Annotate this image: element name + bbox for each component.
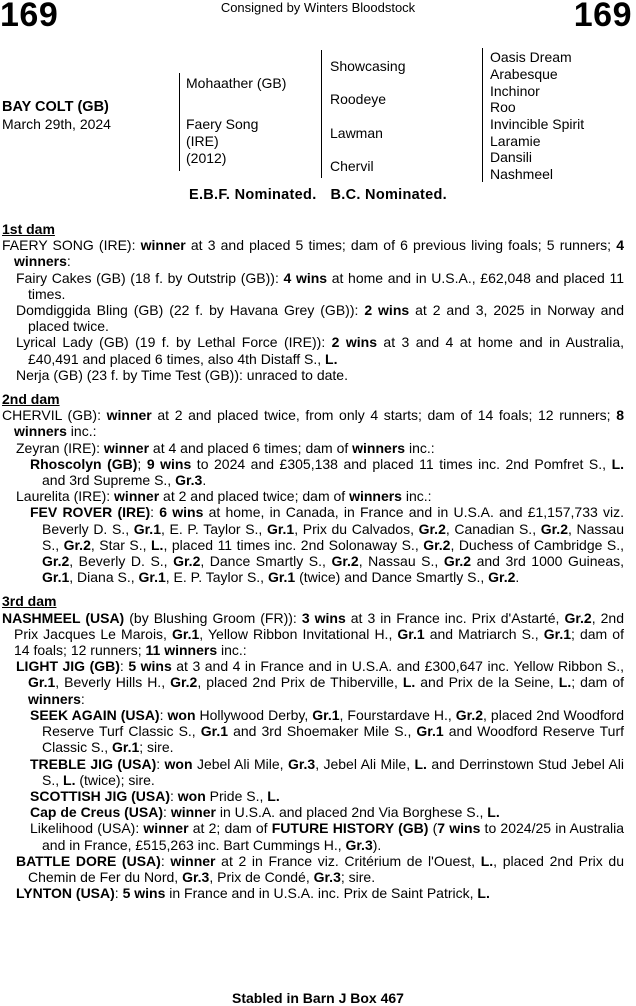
catalogue-page-body	[2, 221, 624, 901]
text-run: and 3rd Supreme S.,	[42, 472, 176, 489]
produce-entry	[30, 756, 624, 788]
text-run: Laurelita (IRE):	[16, 488, 115, 505]
text-run: :	[163, 804, 171, 821]
bold-run: L.	[487, 804, 500, 821]
bold-run: Gr.1	[266, 520, 295, 537]
bold-run: Gr.1	[133, 520, 161, 537]
text-run: :	[156, 755, 165, 772]
produce-entry	[30, 788, 624, 804]
text-run: and Woodford Reserve Turf Classic S.,	[42, 723, 625, 756]
dam-year: (2012)	[186, 150, 227, 166]
bc-nomination: B.C. Nominated.	[330, 187, 448, 203]
text-run: , Diana S.,	[69, 569, 139, 586]
ebf-nomination: E.B.F. Nominated.	[188, 187, 317, 203]
pedigree-bracket-2	[321, 50, 322, 178]
text-run: and Derrinstown Stud Jebel Ali S.,	[42, 755, 625, 788]
bold-run: FEV ROVER (IRE)	[30, 504, 151, 521]
pedigree-bracket-1	[179, 73, 180, 171]
text-run: Hollywood Derby,	[195, 706, 313, 723]
dam-entry	[2, 237, 624, 269]
bold-run: LYNTON (USA)	[16, 885, 115, 902]
text-run: (twice) and Dance Smartly S.,	[295, 569, 489, 586]
bold-run: winner	[106, 407, 152, 424]
bold-run: BATTLE DORE (USA)	[16, 852, 161, 869]
bold-run: SCOTTISH JIG (USA)	[30, 787, 171, 804]
bold-run: 4 winners	[14, 237, 624, 270]
text-run: Likelihood (USA):	[30, 820, 144, 837]
bold-run: L.	[558, 674, 572, 691]
bold-run: 11 winners	[145, 642, 218, 659]
bold-run: winner	[143, 820, 189, 837]
text-run: :	[66, 253, 71, 270]
grandparent-3: Lawman	[330, 125, 383, 141]
text-run: at 3 and placed 5 times; dam of 6 previous living foals; 5 runners;	[185, 237, 617, 254]
text-run: Pride S.,	[205, 787, 268, 804]
bold-run: 2 wins	[364, 302, 410, 319]
text-run: at 3 and 4 in France and in U.S.A. and £300,647 inc. Yellow Ribbon S.,	[171, 658, 624, 675]
text-run: at 2 in France viz. Critérium de l'Ouest,	[215, 852, 481, 869]
bold-run: Gr.3	[175, 472, 203, 489]
produce-entry	[16, 302, 624, 334]
text-run: , placed 2nd Prix de Thiberville,	[197, 674, 403, 691]
text-run: ; dam of 14 foals; 12 runners;	[14, 625, 624, 659]
bold-run: 8 winners	[14, 407, 624, 440]
bold-run: winner	[170, 804, 216, 821]
bold-run: L.	[477, 885, 490, 902]
consignor-line: Consigned by Winters Bloodstock	[220, 0, 416, 15]
text-run: , Yellow Ribbon Invitational H.,	[199, 625, 398, 642]
bold-run: Gr.2	[63, 536, 91, 553]
dam-entry	[2, 610, 624, 659]
bold-run: winner	[103, 439, 150, 456]
dam-name: Faery Song	[186, 116, 259, 132]
text-run: at home, in Canada, in France and in U.S.A. and £1,157,733 viz. Beverly D. S.,	[42, 504, 624, 537]
bold-run: Gr.2	[331, 553, 359, 570]
bold-run: 2 wins	[331, 334, 377, 351]
great-grandparent-8: Nashmeel	[490, 166, 554, 182]
bold-run: Cap de Creus (USA)	[30, 804, 164, 821]
great-grandparent-6: Laramie	[490, 133, 541, 149]
bold-run: winners	[28, 690, 81, 707]
text-run: , Nassau S.,	[42, 520, 624, 553]
text-run: Nerja (GB) (23 f. by Time Test (GB)): unraced to date.	[16, 366, 348, 383]
bold-run: Gr.1	[312, 706, 340, 723]
text-run: Jebel Ali Mile,	[192, 755, 288, 772]
great-grandparent-5: Invincible Spirit	[490, 116, 585, 132]
bold-run: Gr.1	[543, 625, 572, 642]
bold-run: Gr.1	[267, 569, 296, 586]
bold-run: NASHMEEL (USA)	[2, 609, 125, 626]
bold-run: 3 wins	[301, 609, 346, 626]
stabling-info: Stabled in Barn J Box 467	[232, 990, 404, 1006]
produce-entry	[16, 885, 624, 901]
text-run: :	[119, 658, 129, 675]
bold-run: L.	[151, 536, 164, 553]
text-run: , Duchess of Cambridge S.,	[450, 536, 625, 553]
grandparent-1: Showcasing	[330, 58, 406, 74]
bold-run: 4 wins	[283, 269, 328, 286]
text-run: , 2nd Prix Jacques Le Marois,	[14, 609, 624, 642]
text-run: .	[202, 472, 207, 489]
bold-run: Gr.2	[564, 609, 592, 626]
text-run: , Beverly D. S.,	[69, 553, 174, 570]
bold-run: FUTURE HISTORY (GB)	[271, 820, 429, 837]
text-run: :	[150, 504, 160, 521]
bold-run: 7 wins	[437, 820, 481, 837]
bold-run: Gr.3	[313, 868, 341, 885]
text-run: , Prix du Calvados,	[294, 520, 419, 537]
text-run: inc.:	[401, 488, 432, 505]
text-run: Zeyran (IRE):	[16, 439, 104, 456]
text-run: FAERY SONG (IRE):	[2, 237, 141, 254]
produce-entry	[16, 853, 624, 885]
bold-run: Gr.1	[112, 739, 140, 756]
bold-run: Gr.1	[42, 569, 70, 586]
produce-entry	[16, 270, 624, 302]
bold-run: winners	[352, 439, 406, 456]
dam-entry	[2, 407, 624, 439]
pedigree-bracket-3	[482, 48, 483, 182]
bold-run: Gr.1	[172, 625, 200, 642]
text-run: , Nassau S.,	[358, 553, 444, 570]
text-run: and 3rd 1000 Guineas,	[471, 553, 624, 570]
text-run: and Prix de la Seine,	[415, 674, 559, 691]
bold-run: L.	[414, 755, 427, 772]
grandparent-2: Roodeye	[330, 91, 387, 107]
bold-run: Gr.2	[418, 520, 446, 537]
bold-run: Gr.1	[138, 569, 166, 586]
bold-run: Gr.2	[42, 553, 70, 570]
bold-run: Gr.2	[173, 553, 201, 570]
great-grandparent-7: Dansili	[490, 149, 533, 165]
text-run: , Beverly Hills H.,	[55, 674, 171, 691]
produce-entry	[16, 658, 624, 707]
bold-run: Gr.2	[488, 569, 516, 586]
text-run: , E. P. Taylor S.,	[165, 569, 268, 586]
lot-number-left: 169	[0, 0, 59, 34]
section-heading: 3rd dam	[2, 593, 57, 610]
bold-run: winner	[170, 852, 216, 869]
bold-run: L.	[402, 674, 416, 691]
text-run: and Matriarch S.,	[424, 625, 544, 642]
bold-run: LIGHT JIG (GB)	[16, 658, 120, 675]
text-run: in France and in U.S.A. inc. Prix de Saint Patrick,	[165, 885, 478, 902]
bold-run: Gr.2	[443, 553, 472, 570]
bold-run: 5 wins	[122, 885, 166, 902]
lot-number-right: 169	[573, 0, 632, 34]
bold-run: Gr.2	[423, 536, 451, 553]
text-run: :	[114, 885, 123, 902]
bold-run: TREBLE JIG (USA)	[30, 755, 157, 772]
text-run: ; sire.	[139, 739, 174, 756]
text-run: Domdiggida Bling (GB) (22 f. by Havana Grey (GB)):	[16, 302, 365, 319]
produce-entry	[30, 804, 624, 820]
great-grandparent-4: Roo	[490, 99, 516, 115]
text-run: Fairy Cakes (GB) (18 f. by Outstrip (GB)):	[16, 269, 284, 286]
dam-country: (IRE)	[186, 133, 219, 149]
text-run: , Prix de Condé,	[209, 868, 314, 885]
bold-run: L.	[325, 350, 338, 367]
text-run: , E. P. Taylor S.,	[160, 520, 267, 537]
bold-run: 5 wins	[128, 658, 172, 675]
bold-run: Gr.3	[345, 836, 373, 853]
text-run: and 3rd Shoemaker Mile S.,	[228, 723, 417, 740]
produce-entry	[16, 334, 624, 366]
text-run: at 4 and placed 6 times; dam of	[149, 439, 353, 456]
text-run: , placed 11 times inc. 2nd Solonaway S.,	[163, 536, 424, 553]
text-run: :	[160, 852, 171, 869]
bold-run: Gr.2	[540, 520, 568, 537]
text-run: at 2 and 3, 2025 in Norway and placed twice.	[28, 302, 624, 335]
text-run: CHERVIL (GB):	[2, 407, 107, 424]
text-run: (	[428, 820, 438, 837]
produce-entry	[30, 456, 624, 488]
text-run: inc.:	[217, 642, 247, 659]
bold-run: L.	[63, 771, 76, 788]
bold-run: 9 wins	[146, 455, 192, 472]
section-heading: 2nd dam	[2, 391, 60, 408]
text-run: :	[170, 787, 178, 804]
produce-entry	[30, 707, 624, 756]
text-run: (twice); sire.	[75, 771, 155, 788]
text-run: inc.:	[405, 439, 435, 456]
horse-description: BAY COLT (GB)	[2, 99, 109, 115]
text-run: :	[80, 690, 85, 707]
bold-run: Rhoscolyn (GB)	[30, 455, 138, 472]
text-run: .	[515, 569, 520, 586]
text-run: , Jebel Ali Mile,	[315, 755, 415, 772]
produce-entry	[30, 504, 624, 585]
bold-run: L.	[480, 852, 494, 869]
text-run: to 2024 and £305,138 and placed 11 times inc. 2nd Pomfret S.,	[191, 455, 612, 472]
text-run: , Star S.,	[90, 536, 151, 553]
bold-run: Gr.1	[416, 723, 444, 740]
bold-run: winner	[140, 237, 186, 254]
foaling-date: March 29th, 2024	[2, 116, 111, 132]
nominations-line	[0, 187, 636, 203]
grandparent-4: Chervil	[330, 158, 374, 174]
produce-entry	[30, 820, 624, 852]
great-grandparent-2: Arabesque	[490, 66, 558, 82]
bold-run: L.	[611, 455, 625, 472]
bold-run: Gr.3	[287, 755, 316, 772]
great-grandparent-3: Inchinor	[490, 83, 540, 99]
bold-run: Gr.2	[455, 706, 484, 723]
bold-run: 6 wins	[159, 504, 204, 521]
great-grandparent-1: Oasis Dream	[490, 49, 572, 65]
text-run: Lyrical Lady (GB) (19 f. by Lethal Force (IRE)):	[16, 334, 332, 351]
text-run: :	[159, 706, 168, 723]
text-run: at 2; dam of	[188, 820, 272, 837]
text-run: at 2 and placed twice; dam of	[159, 488, 350, 505]
bold-run: won	[177, 787, 206, 804]
bold-run: winner	[114, 488, 160, 505]
bold-run: winners	[349, 488, 402, 505]
text-run: to 2024/25 in Australia and in France, £515,263 inc. Bart Cummings H.,	[42, 820, 624, 853]
text-run: at 3 and 4 at home and in Australia, £40,491 and placed 6 times, also 4th Distaff S.,	[28, 334, 625, 367]
text-run: , Canadian S.,	[445, 520, 541, 537]
text-run: at 2 and placed twice, from only 4 starts; dam of 14 foals; 12 runners;	[151, 407, 617, 424]
text-run: in U.S.A. and placed 2nd Via Borghese S.,	[215, 804, 488, 821]
bold-run: SEEK AGAIN (USA)	[30, 706, 160, 723]
produce-entry	[16, 488, 624, 504]
produce-entry	[16, 440, 624, 456]
text-run: ; sire.	[340, 868, 376, 885]
bold-run: Gr.1	[397, 625, 425, 642]
text-run: , Dance Smartly S.,	[200, 553, 332, 570]
bold-run: L.	[267, 787, 280, 804]
text-run: at home and in U.S.A., £62,048 and placed 11 times.	[28, 269, 624, 302]
bold-run: Gr.2	[170, 674, 198, 691]
text-run: , placed 2nd Woodford Reserve Turf Classic S.,	[42, 706, 624, 740]
section-heading: 1st dam	[2, 221, 55, 237]
text-run: inc.:	[66, 423, 97, 440]
produce-entry	[16, 367, 624, 383]
text-run: , Fourstardave H.,	[339, 706, 456, 723]
bold-run: Gr.1	[28, 674, 56, 691]
text-run: ; dam of	[571, 674, 624, 691]
text-run: (by Blushing Groom (FR)):	[124, 609, 302, 626]
bold-run: Gr.3	[182, 868, 210, 885]
bold-run: Gr.1	[200, 723, 229, 740]
text-run: , placed 2nd Prix du Chemin de Fer du Nord,	[28, 852, 624, 885]
text-run: ;	[137, 455, 147, 472]
bold-run: won	[164, 755, 193, 772]
bold-run: won	[167, 706, 196, 723]
text-run: at 3 in France inc. Prix d'Astarté,	[345, 609, 565, 626]
sire-name: Mohaather (GB)	[186, 75, 287, 91]
text-run: ).	[372, 836, 382, 853]
